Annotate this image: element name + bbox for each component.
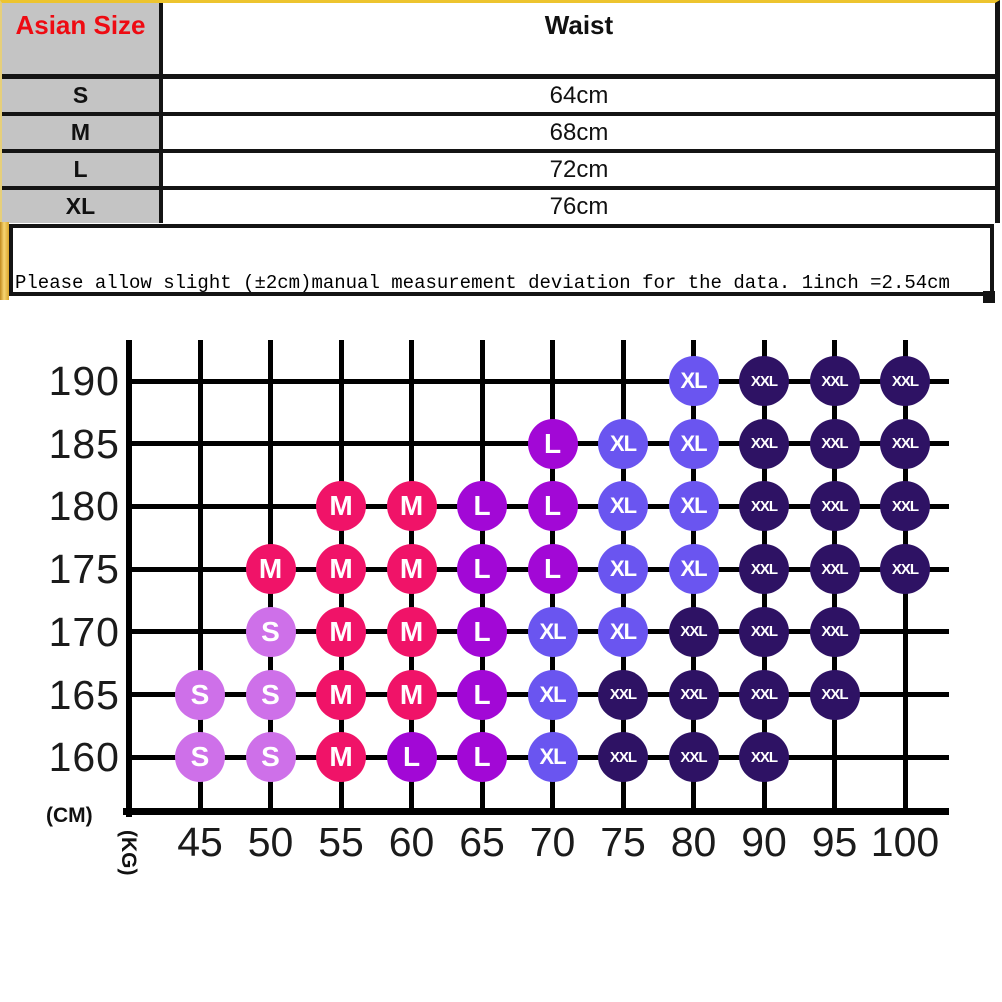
size-bubble-xxl: XXL (598, 670, 648, 720)
size-bubble-l: L (457, 732, 507, 782)
size-bubble-xxl: XXL (810, 670, 860, 720)
size-bubble-xxl: XXL (669, 607, 719, 657)
waist-cell: 64cm (163, 79, 995, 112)
size-bubble-xxl: XXL (880, 544, 930, 594)
size-bubble-m: M (387, 607, 437, 657)
size-bubble-m: M (316, 670, 366, 720)
size-bubble-l: L (457, 607, 507, 657)
x-tick-label: 80 (670, 819, 717, 865)
size-cell: XL (2, 190, 163, 223)
x-axis-unit-label: (KG) (117, 830, 140, 876)
size-bubble-xl: XL (669, 356, 719, 406)
y-tick-label: 170 (48, 608, 120, 655)
size-bubble-xxl: XXL (810, 419, 860, 469)
size-bubble-xl: XL (598, 607, 648, 657)
size-bubble-xxl: XXL (880, 356, 930, 406)
waist-cell: 68cm (163, 116, 995, 149)
size-bubble-xl: XL (598, 481, 648, 531)
measurement-note-text: Please allow slight (±2cm)manual measurement deviation for the data. 1inch =2.54cm (15, 272, 950, 294)
x-tick-label: 65 (459, 819, 505, 865)
x-tick-label: 60 (388, 819, 435, 865)
size-bubble-m: M (246, 544, 296, 594)
size-bubble-l: L (457, 670, 507, 720)
size-bubble-m: M (316, 544, 366, 594)
x-tick-label: 55 (318, 819, 364, 865)
size-bubble-xxl: XXL (739, 607, 789, 657)
size-bubble-s: S (246, 607, 296, 657)
size-bubble-xxl: XXL (739, 670, 789, 720)
y-tick-label: 190 (48, 358, 120, 404)
size-bubble-xxl: XXL (880, 419, 930, 469)
size-bubble-l: L (387, 732, 437, 782)
size-bubble-xxl: XXL (669, 732, 719, 782)
y-axis-unit-label: (CM) (46, 804, 93, 827)
y-tick-label: 165 (48, 671, 120, 718)
size-bubble-xxl: XXL (810, 544, 860, 594)
waist-cell: 72cm (163, 153, 995, 186)
size-bubble-s: S (175, 670, 225, 720)
size-bubble-xl: XL (528, 670, 578, 720)
size-bubble-s: S (175, 732, 225, 782)
size-bubble-m: M (387, 481, 437, 531)
size-bubble-xl: XL (669, 544, 719, 594)
size-cell: L (2, 153, 163, 186)
y-tick-label: 160 (48, 734, 120, 781)
size-bubble-m: M (387, 544, 437, 594)
size-bubble-xxl: XXL (598, 732, 648, 782)
size-bubble-s: S (246, 732, 296, 782)
size-cell: S (2, 79, 163, 112)
size-bubble-xxl: XXL (810, 607, 860, 657)
size-bubble-l: L (528, 481, 578, 531)
y-tick-label: 180 (48, 483, 120, 530)
size-bubble-xl: XL (669, 419, 719, 469)
size-bubble-xl: XL (598, 419, 648, 469)
waist-cell: 76cm (163, 190, 995, 223)
size-bubble-m: M (387, 670, 437, 720)
size-bubble-xl: XL (528, 732, 578, 782)
size-bubble-xxl: XXL (810, 481, 860, 531)
size-bubble-l: L (528, 544, 578, 594)
size-bubble-xl: XL (598, 544, 648, 594)
size-bubble-l: L (457, 544, 507, 594)
size-bubble-xl: XL (528, 607, 578, 657)
size-bubble-xl: XL (669, 481, 719, 531)
asian-size-header-label: Asian Size (15, 10, 146, 40)
size-bubble-m: M (316, 481, 366, 531)
y-tick-label: 175 (48, 546, 120, 593)
y-tick-label: 185 (48, 420, 120, 467)
x-axis-line (123, 808, 949, 815)
size-bubble-l: L (528, 419, 578, 469)
x-tick-label: 100 (870, 819, 940, 865)
size-bubble-l: L (457, 481, 507, 531)
size-bubble-xxl: XXL (739, 419, 789, 469)
y-axis-line (126, 340, 132, 817)
waist-header-label: Waist (544, 10, 614, 40)
size-cell: M (2, 116, 163, 149)
size-bubble-s: S (246, 670, 296, 720)
x-tick-label: 90 (741, 819, 787, 865)
x-tick-label: 45 (177, 819, 223, 865)
size-bubble-xxl: XXL (739, 481, 789, 531)
size-bubble-xxl: XXL (739, 544, 789, 594)
size-bubble-xxl: XXL (669, 670, 719, 720)
size-bubble-xxl: XXL (739, 732, 789, 782)
x-tick-label: 70 (529, 819, 576, 865)
size-bubble-xxl: XXL (739, 356, 789, 406)
size-bubble-xxl: XXL (810, 356, 860, 406)
size-bubble-m: M (316, 732, 366, 782)
x-tick-label: 95 (811, 819, 858, 865)
size-bubble-m: M (316, 607, 366, 657)
x-tick-label: 75 (600, 819, 646, 865)
size-bubble-xxl: XXL (880, 481, 930, 531)
x-tick-label: 50 (247, 819, 294, 865)
